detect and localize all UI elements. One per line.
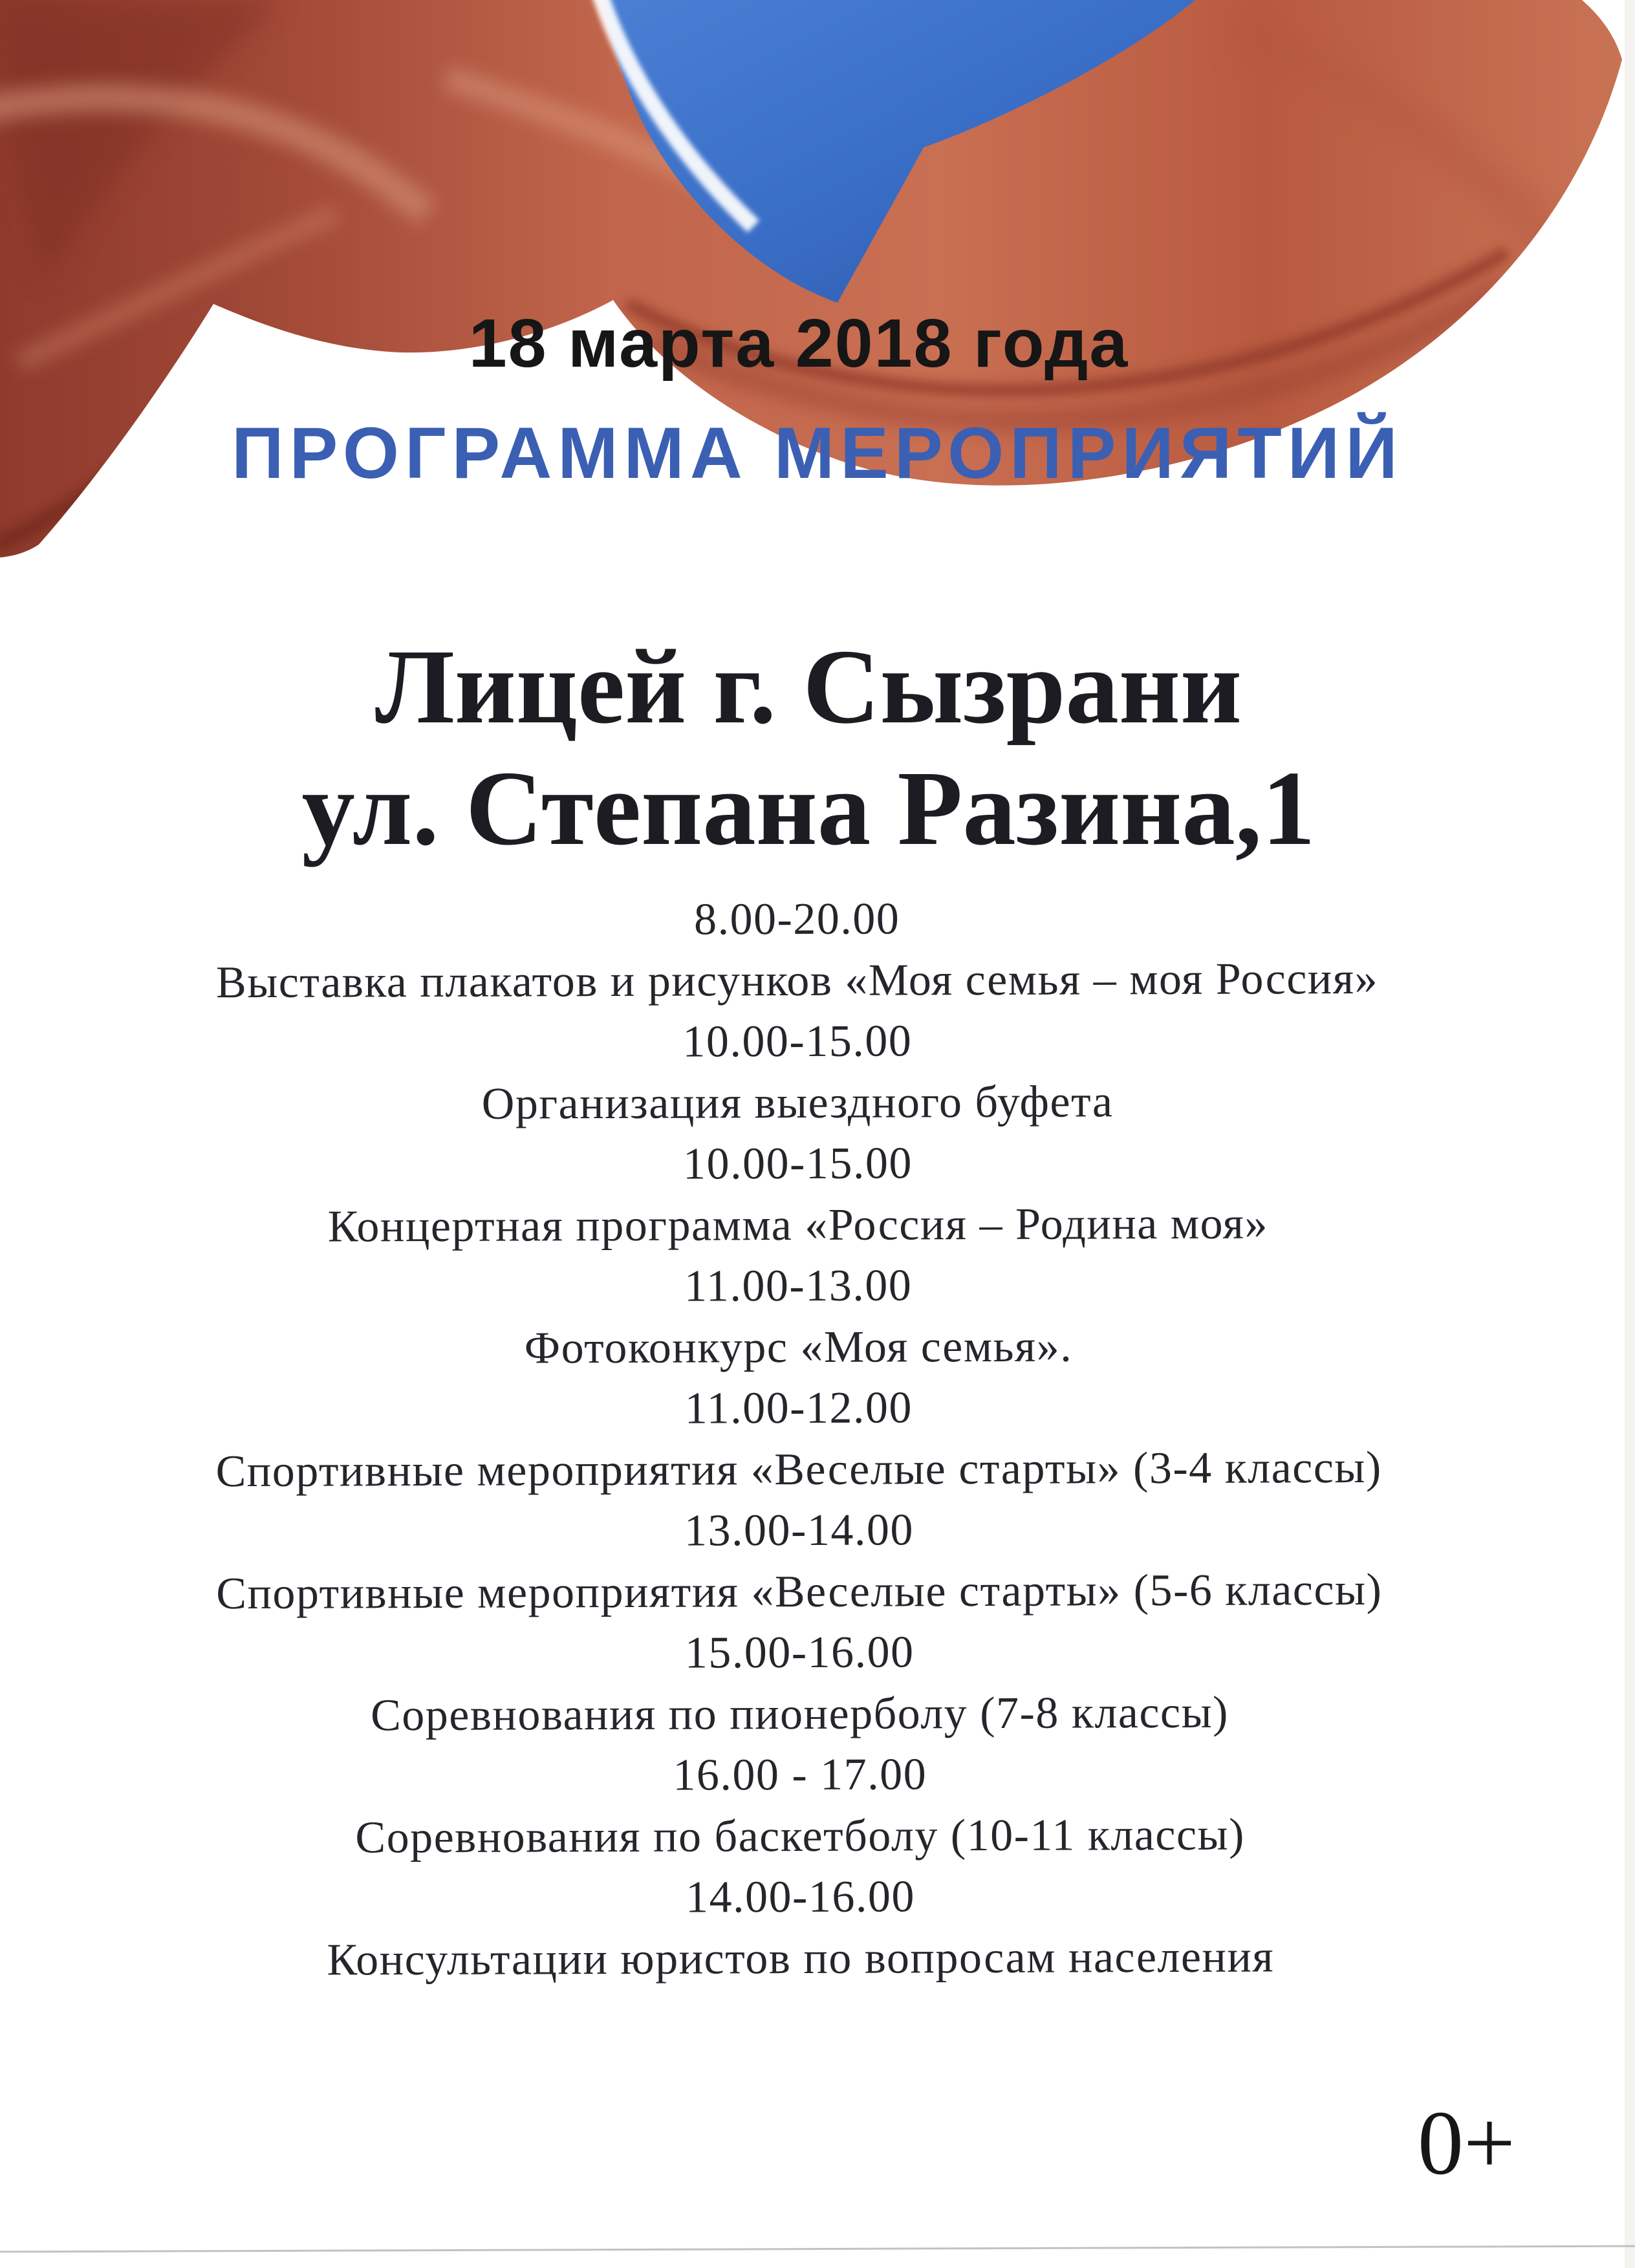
schedule-time: 8.00-20.00: [693, 894, 900, 945]
schedule-event: Выставка плакатов и рисунков «Моя семья – моя Россия»: [215, 953, 1379, 1008]
schedule-time: 10.00-15.00: [682, 1138, 913, 1189]
schedule-event: Организация выездного буфета: [481, 1076, 1114, 1129]
schedule-event: Фотоконкурс «Моя семья».: [524, 1321, 1073, 1373]
schedule-list: [0, 887, 1599, 1993]
page-title: ПРОГРАММА МЕРОПРИЯТИЙ: [232, 413, 1403, 493]
venue-block: [0, 626, 1617, 869]
schedule-time: 16.00 - 17.00: [673, 1749, 927, 1800]
venue-address: ул. Степана Разина,1: [301, 749, 1316, 867]
schedule-time: 11.00-13.00: [684, 1260, 913, 1312]
schedule-event: Соревнования по баскетболу (10-11 классы): [355, 1809, 1245, 1863]
schedule-time: 14.00-16.00: [685, 1872, 916, 1923]
schedule-event: Спортивные мероприятия «Веселые старты» (3-4 классы): [215, 1442, 1382, 1496]
schedule-event: Спортивные мероприятия «Веселые старты» (5-6 классы): [216, 1564, 1383, 1619]
age-rating-badge: 0+: [1417, 2091, 1515, 2194]
schedule-time: 13.00-14.00: [684, 1505, 915, 1556]
scan-edge-strip: [1625, 0, 1635, 2268]
schedule-time: 11.00-12.00: [684, 1383, 913, 1434]
venue-name: Лицей г. Сызрани: [374, 627, 1242, 746]
event-date: 18 марта 2018 года: [468, 305, 1129, 382]
schedule-time: 15.00-16.00: [684, 1627, 915, 1678]
schedule-event: Соревнования по пионерболу (7-8 классы): [370, 1687, 1229, 1740]
schedule-event: Консультации юристов по вопросам населения: [327, 1931, 1275, 1985]
schedule-event: Концертная программа «Россия – Родина моя»: [327, 1198, 1269, 1252]
scan-artifact-line: [0, 2245, 1635, 2253]
schedule-time: 10.00-15.00: [682, 1016, 913, 1067]
